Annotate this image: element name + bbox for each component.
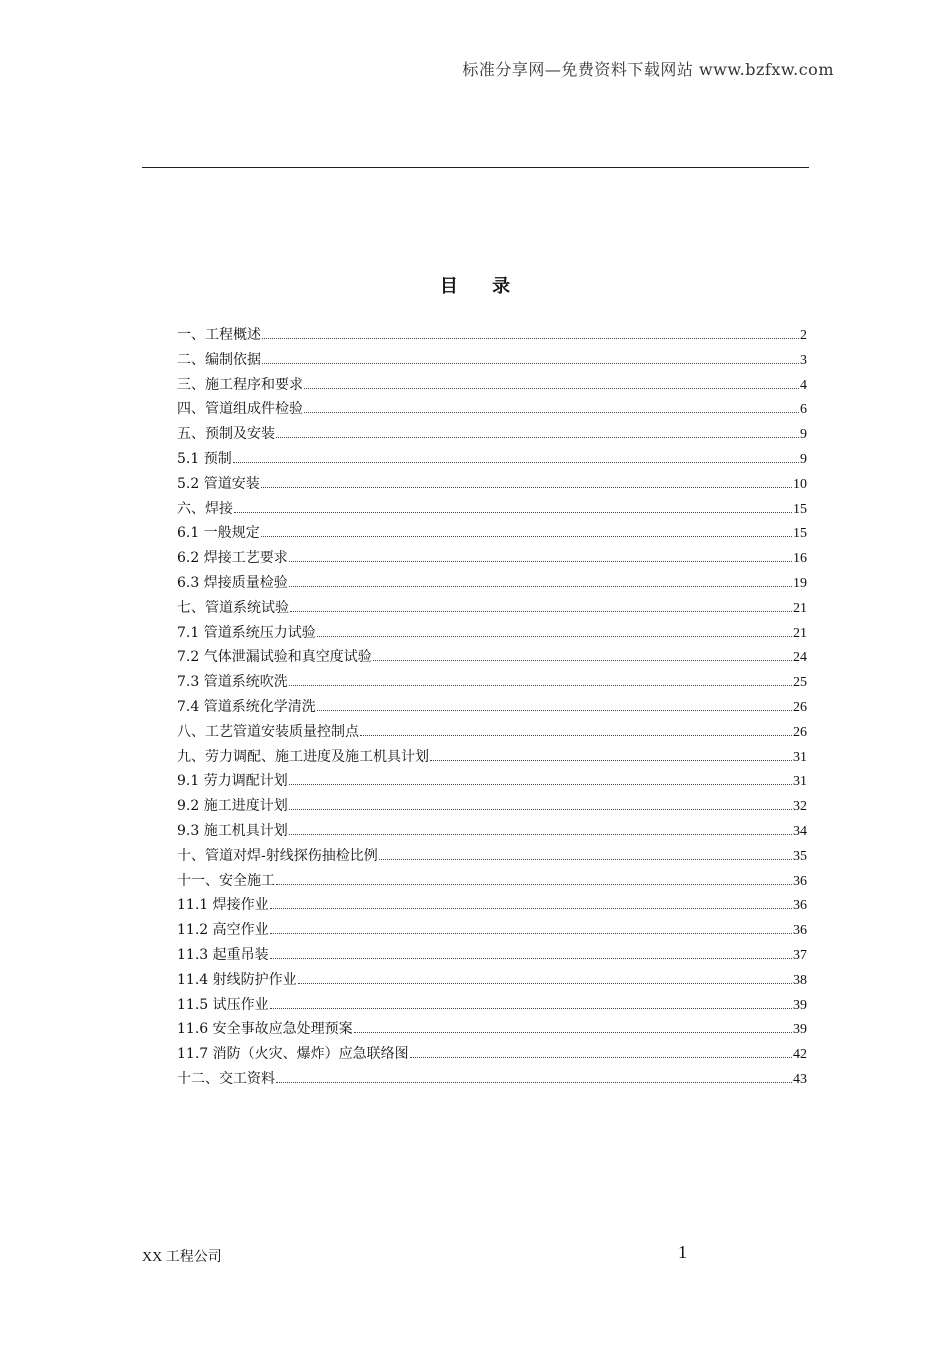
toc-leader-dots: [289, 834, 792, 835]
toc-leader-dots: [379, 859, 792, 860]
toc-entry[interactable]: [177, 945, 807, 970]
toc-entry-label: 十、管道对焊-射线探伤抽检比例: [177, 847, 378, 864]
toc-entry[interactable]: [177, 796, 807, 821]
toc-leader-dots: [430, 760, 792, 761]
toc-entry-page: 2: [800, 328, 807, 343]
toc-entry-page: 21: [793, 600, 807, 616]
toc-entry[interactable]: [177, 995, 807, 1020]
toc-entry-label: 7.2 气体泄漏试验和真空度试验: [177, 649, 372, 666]
toc-entry-page: 15: [793, 501, 807, 517]
toc-entry[interactable]: [177, 1019, 807, 1044]
toc-entry-page: 32: [793, 799, 807, 815]
toc-entry-page: 42: [793, 1047, 807, 1063]
toc-leader-dots: [261, 536, 792, 537]
toc-entry[interactable]: [177, 399, 807, 424]
toc-leader-dots: [270, 908, 792, 909]
footer-page-number: 1: [678, 1242, 687, 1262]
toc-entry-page: 19: [793, 575, 807, 591]
toc-entry-page: 36: [793, 923, 807, 939]
toc-entry-page: 39: [793, 997, 807, 1013]
header-text: 标准分享网—免费资料下载网站 www.bzfxw.com: [462, 60, 834, 79]
toc-entry-label: 二、编制依据: [177, 351, 261, 368]
toc-entry-page: 16: [793, 551, 807, 567]
toc-entry-page: 3: [800, 352, 807, 368]
toc-entry-page: 9: [800, 451, 807, 467]
toc-entry[interactable]: [177, 1069, 807, 1094]
toc-entry-page: 35: [793, 848, 807, 864]
toc-leader-dots: [233, 462, 799, 463]
toc-entry-page: 15: [793, 526, 807, 542]
toc-entry[interactable]: [177, 846, 807, 871]
toc-entry[interactable]: [177, 747, 807, 772]
toc-leader-dots: [262, 363, 799, 364]
toc-entry-page: 26: [793, 724, 807, 740]
toc-entry[interactable]: [177, 474, 807, 499]
footer-company: XX 工程公司: [142, 1250, 222, 1265]
toc-entry[interactable]: [177, 375, 807, 400]
toc-entry[interactable]: [177, 672, 807, 697]
toc-leader-dots: [276, 884, 792, 885]
toc-leader-dots: [317, 710, 792, 711]
toc-leader-dots: [373, 660, 792, 661]
toc-entry[interactable]: [177, 697, 807, 722]
toc-leader-dots: [276, 1082, 792, 1083]
toc-entry-label: 五、预制及安装: [177, 426, 275, 443]
toc-entry-page: 37: [793, 947, 807, 963]
toc-entry[interactable]: [177, 970, 807, 995]
toc-entry[interactable]: [177, 449, 807, 474]
toc-leader-dots: [360, 735, 792, 736]
toc-entry-label: 六、焊接: [177, 500, 233, 517]
toc-entry[interactable]: [177, 821, 807, 846]
toc-entry-label: 6.2 焊接工艺要求: [177, 550, 288, 567]
toc-entry[interactable]: [177, 325, 807, 350]
toc-entry-page: 21: [793, 625, 807, 641]
toc-entry-label: 6.1 一般规定: [177, 525, 260, 542]
toc-entry[interactable]: [177, 424, 807, 449]
toc-title: 目 录: [439, 276, 525, 297]
toc-entry-page: 38: [793, 972, 807, 988]
toc-entry-label: 7.3 管道系统吹洗: [177, 674, 288, 691]
toc-entry[interactable]: [177, 920, 807, 945]
toc-entry-label: 9.1 劳力调配计划: [177, 773, 288, 790]
toc-entry-label: 一、工程概述: [177, 327, 261, 343]
toc-entry-label: 9.3 施工机具计划: [177, 822, 288, 839]
toc-entry-page: 31: [793, 749, 807, 765]
toc-entry-label: 11.5 试压作业: [177, 996, 269, 1013]
toc-entry[interactable]: [177, 350, 807, 375]
toc-entry-page: 43: [793, 1071, 807, 1087]
toc-entry-page: 6: [800, 402, 807, 418]
toc-entry-page: 25: [793, 675, 807, 691]
toc-entry-label: 11.2 高空作业: [177, 922, 269, 939]
toc-leader-dots: [317, 636, 792, 637]
toc-entry[interactable]: [177, 499, 807, 524]
toc-entry-page: 24: [793, 650, 807, 666]
toc-leader-dots: [261, 487, 792, 488]
toc-entry[interactable]: [177, 1044, 807, 1069]
toc-entry-page: 34: [793, 823, 807, 839]
toc-entry[interactable]: [177, 895, 807, 920]
toc-entry-label: 6.3 焊接质量检验: [177, 574, 288, 591]
toc-entry-label: 11.3 起重吊装: [177, 946, 269, 963]
toc-entry-page: 10: [793, 476, 807, 492]
toc-entry[interactable]: [177, 722, 807, 747]
toc-entry-label: 四、管道组成件检验: [177, 401, 303, 418]
toc-leader-dots: [262, 338, 799, 339]
toc-entry[interactable]: [177, 548, 807, 573]
toc-entry-page: 4: [800, 377, 807, 393]
toc-leader-dots: [304, 388, 799, 389]
toc-entry-label: 七、管道系统试验: [177, 599, 289, 616]
toc-leader-dots: [289, 561, 792, 562]
toc-entry[interactable]: [177, 771, 807, 796]
toc-leader-dots: [410, 1057, 792, 1058]
toc-entry-label: 11.7 消防（火灾、爆炸）应急联络图: [177, 1046, 409, 1063]
toc-entry-label: 7.4 管道系统化学清洗: [177, 698, 316, 715]
toc-entry-page: 39: [793, 1022, 807, 1038]
toc-entry-label: 11.4 射线防护作业: [177, 971, 297, 988]
table-of-contents: [177, 325, 807, 1094]
toc-leader-dots: [270, 933, 792, 934]
toc-entry-label: 九、劳力调配、施工进度及施工机具计划: [177, 748, 429, 765]
toc-leader-dots: [276, 437, 799, 438]
toc-leader-dots: [234, 512, 792, 513]
toc-entry-page: 9: [800, 427, 807, 443]
toc-entry[interactable]: [177, 598, 807, 623]
toc-entry[interactable]: [177, 523, 807, 548]
toc-leader-dots: [270, 1008, 792, 1009]
toc-entry-label: 7.1 管道系统压力试验: [177, 624, 316, 641]
toc-entry[interactable]: [177, 573, 807, 598]
toc-entry-label: 5.1 预制: [177, 450, 232, 467]
toc-leader-dots: [270, 958, 792, 959]
toc-entry-label: 5.2 管道安装: [177, 475, 260, 492]
toc-entry-label: 9.2 施工进度计划: [177, 798, 288, 815]
toc-entry-label: 十二、交工资料: [177, 1070, 275, 1087]
toc-leader-dots: [304, 412, 799, 413]
toc-entry-label: 三、施工程序和要求: [177, 376, 303, 393]
toc-entry-page: 36: [793, 873, 807, 889]
header-divider: [142, 167, 809, 168]
toc-leader-dots: [298, 983, 792, 984]
toc-entry[interactable]: [177, 647, 807, 672]
toc-leader-dots: [289, 809, 792, 810]
toc-entry-label: 八、工艺管道安装质量控制点: [177, 723, 359, 740]
toc-entry-label: 11.6 安全事故应急处理预案: [177, 1021, 353, 1038]
toc-entry-page: 26: [793, 699, 807, 715]
toc-entry[interactable]: [177, 871, 807, 896]
toc-leader-dots: [290, 611, 792, 612]
toc-leader-dots: [289, 784, 792, 785]
toc-leader-dots: [289, 685, 792, 686]
toc-leader-dots: [354, 1032, 792, 1033]
toc-entry-label: 十一、安全施工: [177, 872, 275, 889]
toc-entry-page: 36: [793, 898, 807, 914]
toc-entry[interactable]: [177, 623, 807, 648]
toc-entry-page: 31: [793, 774, 807, 790]
toc-leader-dots: [289, 586, 792, 587]
toc-entry-label: 11.1 焊接作业: [177, 897, 269, 914]
